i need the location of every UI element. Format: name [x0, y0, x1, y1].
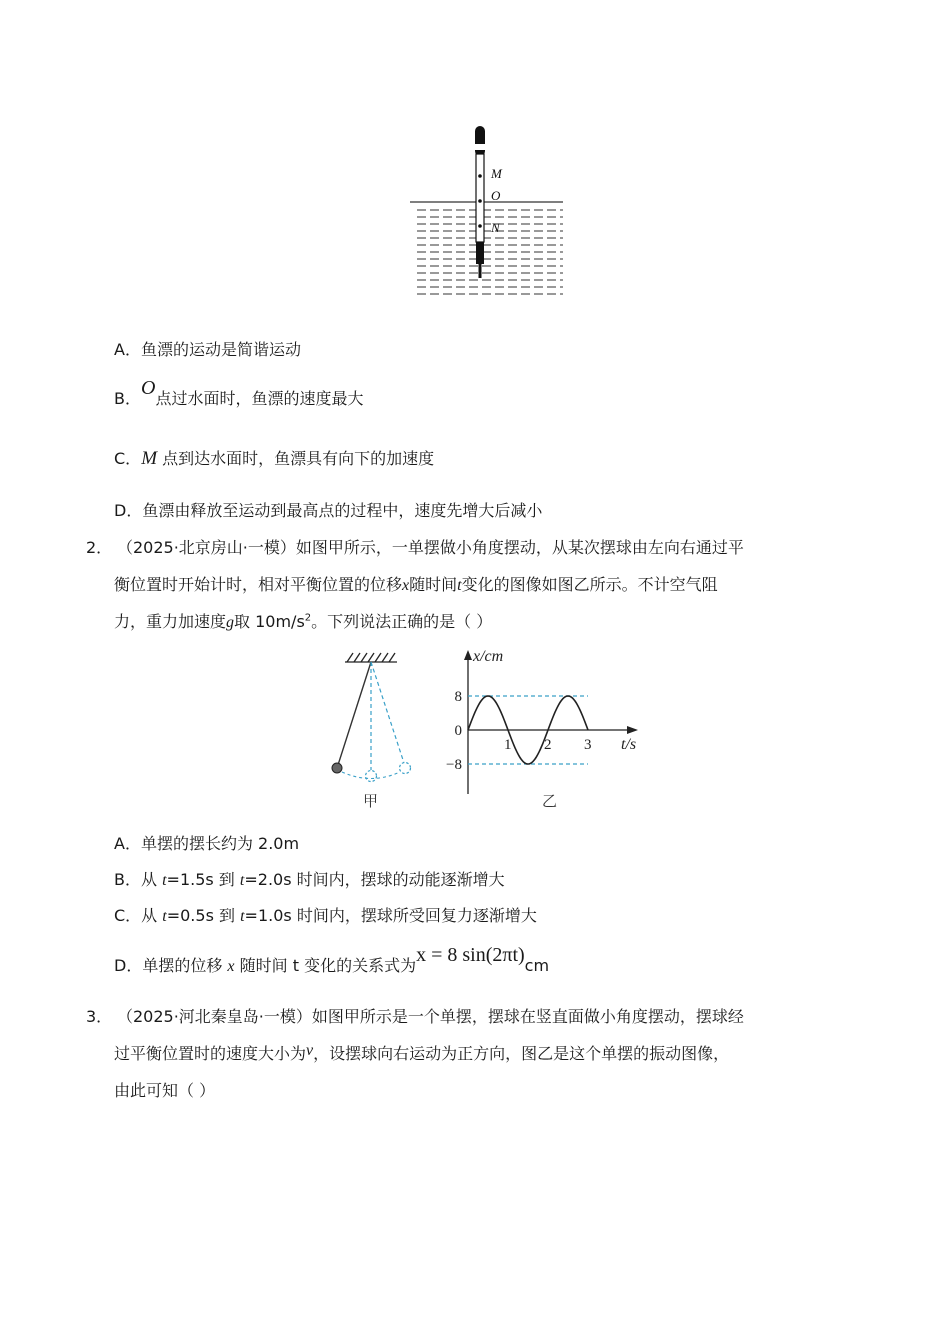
q3-stem-line1: （2025·河北秦皇岛·一模）如图甲所示是一个单摆，摆球在竖直面做小角度摆动，摆球经 — [117, 1007, 744, 1026]
caption-yi: 乙 — [542, 794, 558, 810]
ceiling-hatch — [345, 653, 397, 662]
point-n-dot — [478, 224, 482, 228]
q2-option-d[interactable]: D．单摆的位移 x 随时间 t 变化的关系式为x = 8 sin(2πt)cm — [114, 944, 550, 975]
q2-option-b[interactable]: B．从 t=1.5s 到 t=2.0s 时间内，摆球的动能逐渐增大 — [114, 870, 505, 889]
pendulum-string — [338, 662, 371, 765]
x-tick-3: 3 — [584, 737, 592, 753]
fishing-float-figure — [405, 120, 570, 305]
y-axis-label: x/cm — [473, 648, 504, 665]
q2-stem-line2: 衡位置时开始计时，相对平衡位置的位移x随时间t变化的图像如图乙所示。不计空气阻 — [114, 575, 718, 594]
pendulum-figure — [325, 648, 420, 813]
q3-number: 3． — [86, 1007, 113, 1026]
xt-graph-figure — [440, 642, 655, 814]
y-tick-1: 0 — [454, 723, 462, 739]
symbol-o: O — [140, 377, 156, 399]
q2-option-c[interactable]: C．从 t=0.5s 到 t=1.0s 时间内，摆球所受回复力逐渐增大 — [114, 906, 537, 925]
q1-option-a[interactable]: A．鱼漂的运动是简谐运动 — [114, 340, 301, 359]
pendulum-bob — [332, 763, 342, 773]
label-n: N — [491, 220, 500, 235]
q3-stem-line3: 由此可知（ ） — [114, 1081, 216, 1100]
x-tick-2: 2 — [544, 737, 552, 753]
point-o-dot — [478, 199, 482, 203]
y-tick-2: −8 — [446, 757, 462, 773]
x-axis-arrow — [627, 726, 638, 734]
q2-option-a[interactable]: A．单摆的摆长约为 2.0m — [114, 834, 300, 853]
label-m: M — [491, 166, 502, 181]
float-body — [475, 126, 485, 278]
q3-stem-line2: 过平衡位置时的速度大小为v，设摆球向右运动为正方向，图乙是这个单摆的振动图像， — [114, 1042, 730, 1063]
y-axis-arrow — [464, 650, 472, 660]
point-m-dot — [478, 174, 482, 178]
caption-jia: 甲 — [363, 794, 379, 810]
q1-option-c[interactable]: C．M 点到达水面时，鱼漂具有向下的加速度 — [114, 448, 435, 469]
y-tick-0: 8 — [454, 689, 462, 705]
x-tick-1: 1 — [504, 737, 512, 753]
q2-stem-line1: （2025·北京房山·一模）如图甲所示，一单摆做小角度摆动，从某次摆球由左向右通过平 — [117, 538, 744, 557]
q2-stem-line3: 力，重力加速度g取 $10m/s^2$。下列说法正确的是（ ） — [114, 612, 493, 631]
q1-option-d[interactable]: D．鱼漂由释放至运动到最高点的过程中，速度先增大后减小 — [114, 501, 543, 520]
formula-x-8sin: x = 8 sin(2πt) — [416, 944, 525, 966]
symbol-v: v — [306, 1042, 314, 1059]
q2-number: 2． — [86, 538, 113, 557]
q1-option-b[interactable]: B．O点过水面时，鱼漂的速度最大 — [114, 377, 364, 408]
water-region — [410, 202, 563, 294]
x-axis-label: t/s — [621, 736, 637, 753]
label-o: O — [491, 188, 501, 203]
symbol-m: M — [141, 448, 158, 469]
